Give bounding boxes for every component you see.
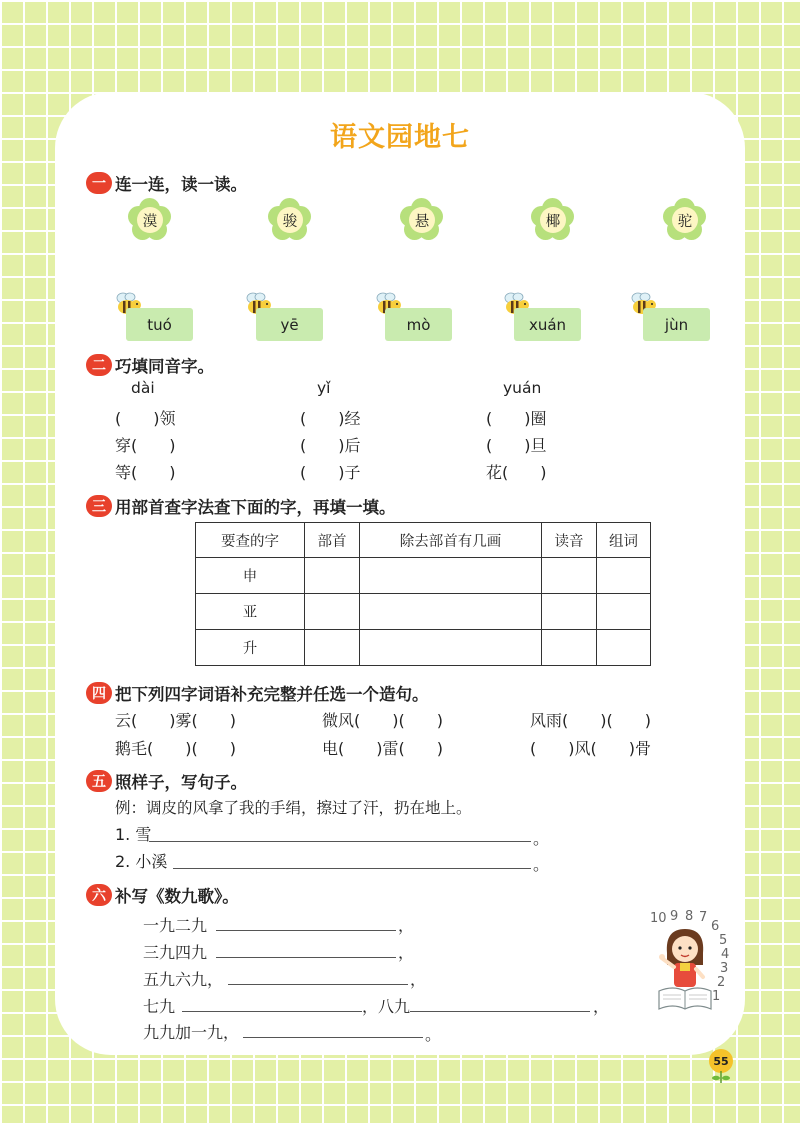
digit: 5	[719, 933, 728, 948]
pinyin-header: dài	[131, 379, 155, 397]
answer-line[interactable]	[216, 957, 396, 958]
fill-blank[interactable]: 花( )	[486, 463, 547, 482]
table-header-row	[196, 523, 651, 558]
lookup-character: 亚	[196, 594, 305, 630]
leaf-icon	[712, 1071, 730, 1083]
poem-line-mid: ，八九	[362, 997, 411, 1016]
answer-line[interactable]	[216, 930, 396, 931]
fill-blank[interactable]: ( )后	[300, 436, 361, 455]
period: 。	[533, 855, 550, 874]
digit: 6	[711, 919, 720, 934]
sentence-prompt: 2. 小溪	[115, 852, 168, 871]
character-text: 漠	[137, 207, 163, 233]
character-flower[interactable]	[400, 198, 444, 242]
table-cell[interactable]	[360, 558, 542, 594]
table-cell[interactable]	[597, 594, 651, 630]
digit: 1	[712, 989, 721, 1004]
fill-blank[interactable]: ( )旦	[486, 436, 547, 455]
fill-blank[interactable]: 穿( )	[115, 436, 176, 455]
fill-blank[interactable]: ( )子	[300, 463, 361, 482]
fill-blank[interactable]: 等( )	[115, 463, 176, 482]
section-1-heading	[86, 170, 247, 196]
digit: 8	[685, 909, 694, 924]
fill-blank[interactable]: ( )领	[115, 409, 176, 428]
page-title: 语文园地七	[330, 122, 470, 153]
answer-line[interactable]	[228, 984, 408, 985]
table-cell[interactable]	[360, 630, 542, 666]
answer-line[interactable]	[182, 1011, 362, 1012]
character-text: 骏	[277, 207, 303, 233]
table-row	[196, 630, 651, 666]
section-5-badge: 五	[86, 770, 112, 792]
answer-line[interactable]	[410, 1011, 590, 1012]
poem-line-start: 七九	[143, 997, 176, 1016]
character-text: 驼	[672, 207, 698, 233]
section-2-heading	[86, 352, 214, 378]
table-row	[196, 594, 651, 630]
character-flower[interactable]	[531, 198, 575, 242]
section-4-badge: 四	[86, 682, 112, 704]
comma: ，	[593, 997, 610, 1016]
character-flower[interactable]	[268, 198, 312, 242]
table-cell[interactable]	[542, 594, 597, 630]
table-cell[interactable]	[305, 558, 360, 594]
table-cell[interactable]	[360, 594, 542, 630]
table-header: 部首	[305, 523, 360, 558]
table-cell[interactable]	[597, 630, 651, 666]
idiom-blank[interactable]: 微风( )( )	[322, 711, 443, 730]
table-cell[interactable]	[542, 558, 597, 594]
section-3-badge: 三	[86, 495, 112, 517]
digit: 7	[699, 910, 708, 925]
example-sentence: 例：调皮的风拿了我的手绢，擦过了汗，扔在地上。	[115, 799, 472, 817]
poem-line-start: 一九二九	[143, 916, 208, 935]
lookup-character: 升	[196, 630, 305, 666]
idiom-blank[interactable]: 云( )雾( )	[115, 711, 236, 730]
table-cell[interactable]	[542, 630, 597, 666]
answer-line[interactable]	[149, 841, 531, 842]
comma: ，	[410, 970, 427, 989]
period: 。	[533, 829, 550, 848]
section-1-title: 连一连，读一读。	[115, 175, 247, 194]
section-2-badge: 二	[86, 354, 112, 376]
comma: ，	[398, 943, 415, 962]
table-row	[196, 558, 651, 594]
table-cell[interactable]	[305, 594, 360, 630]
section-3-title: 用部首查字法查下面的字，再填一填。	[115, 498, 396, 517]
section-3-heading	[86, 493, 396, 519]
girl-reading-illustration	[655, 925, 715, 1015]
pinyin-box[interactable]: xuán	[514, 308, 581, 341]
section-2-title: 巧填同音字。	[115, 357, 214, 376]
radical-lookup-table	[195, 522, 651, 666]
pinyin-box[interactable]: tuó	[126, 308, 193, 341]
fill-blank[interactable]: ( )圈	[486, 409, 547, 428]
pinyin-box[interactable]: jùn	[643, 308, 710, 341]
digit: 9	[670, 909, 679, 924]
pinyin-header: yǐ	[317, 379, 331, 397]
comma: ，	[398, 916, 415, 935]
table-header: 读音	[542, 523, 597, 558]
table-header: 除去部首有几画	[360, 523, 542, 558]
section-4-title: 把下列四字词语补充完整并任选一个造句。	[115, 685, 429, 704]
fill-blank[interactable]: ( )经	[300, 409, 361, 428]
table-header: 要查的字	[196, 523, 305, 558]
section-6-title: 补写《数九歌》。	[115, 887, 239, 906]
page-number: 55	[709, 1049, 733, 1073]
poem-line-start: 九九加一九，	[143, 1023, 240, 1042]
section-5-heading	[86, 768, 247, 794]
character-text: 椰	[540, 207, 566, 233]
character-flower[interactable]	[128, 198, 172, 242]
poem-line-start: 五九六九，	[143, 970, 224, 989]
sentence-prompt: 1. 雪	[115, 825, 152, 844]
lookup-character: 申	[196, 558, 305, 594]
section-5-title: 照样子，写句子。	[115, 773, 247, 792]
idiom-blank[interactable]: 鹅毛( )( )	[115, 739, 236, 758]
digit: 3	[720, 961, 729, 976]
table-cell[interactable]	[305, 630, 360, 666]
idiom-blank[interactable]: 风雨( )( )	[530, 711, 651, 730]
section-4-heading	[86, 680, 429, 706]
idiom-blank[interactable]: ( )风( )骨	[530, 739, 651, 758]
section-1-badge: 一	[86, 172, 112, 194]
digit: 10	[650, 911, 667, 926]
answer-line[interactable]	[173, 868, 531, 869]
idiom-blank[interactable]: 电( )雷( )	[322, 739, 443, 758]
pinyin-box[interactable]: mò	[385, 308, 452, 341]
pinyin-box[interactable]: yē	[256, 308, 323, 341]
section-6-heading	[86, 882, 239, 908]
table-header: 组词	[597, 523, 651, 558]
section-6-badge: 六	[86, 884, 112, 906]
period: 。	[425, 1025, 442, 1044]
answer-line[interactable]	[243, 1037, 423, 1038]
digit: 2	[717, 975, 726, 990]
table-cell[interactable]	[597, 558, 651, 594]
character-flower[interactable]	[663, 198, 707, 242]
poem-line-start: 三九四九	[143, 943, 208, 962]
character-text: 悬	[409, 207, 435, 233]
pinyin-header: yuán	[503, 379, 542, 397]
digit: 4	[721, 947, 730, 962]
